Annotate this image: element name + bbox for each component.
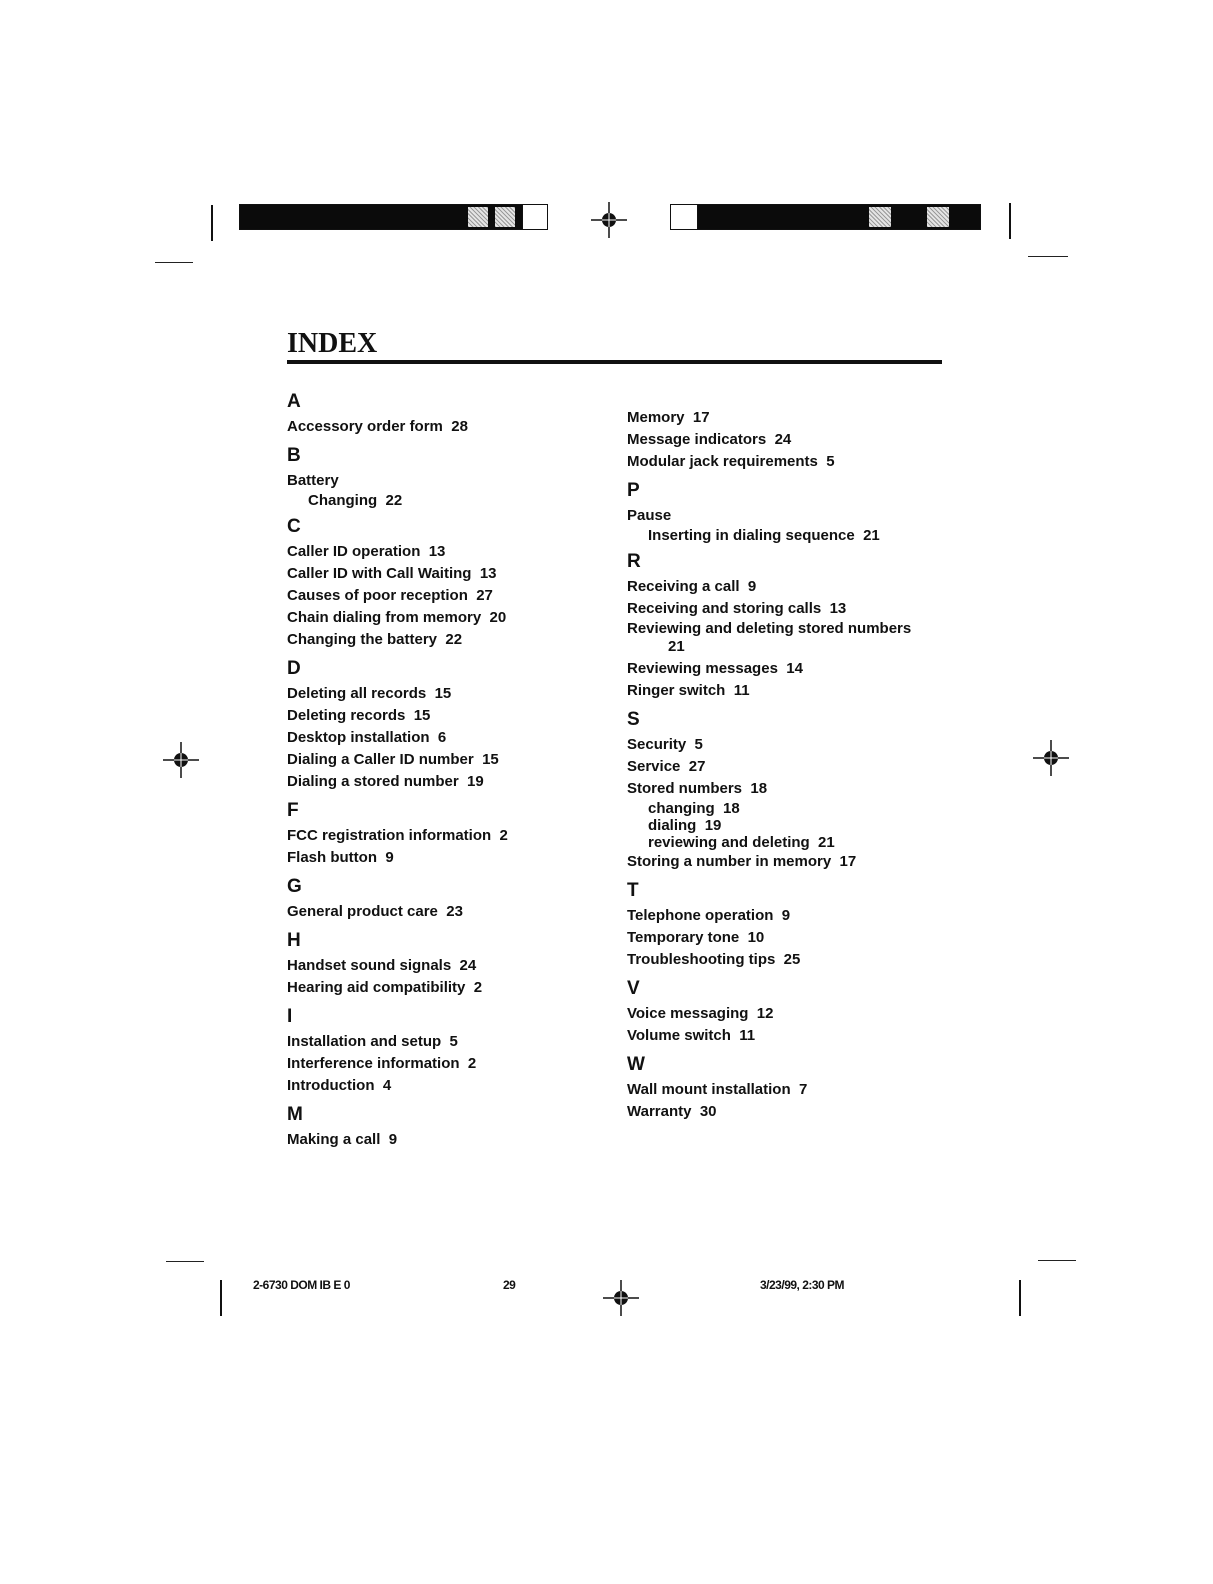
index-entry bbox=[627, 451, 947, 473]
index-subentry bbox=[627, 834, 947, 851]
index-entry-page: 13 bbox=[479, 565, 497, 582]
index-entry bbox=[287, 1031, 617, 1053]
index-entry-text: Troubleshooting tips bbox=[627, 951, 776, 968]
index-entry-text: Telephone operation bbox=[627, 907, 774, 924]
index-entry bbox=[287, 727, 617, 749]
index-entry bbox=[627, 680, 947, 702]
index-letter-heading: W bbox=[627, 1054, 645, 1075]
index-entry-text: Causes of poor reception bbox=[287, 587, 468, 604]
index-entry-page: 9 bbox=[388, 1131, 398, 1148]
index-subentry-page: 19 bbox=[704, 817, 722, 834]
index-entry bbox=[287, 629, 617, 651]
index-entry-page: 28 bbox=[451, 418, 468, 435]
index-entry-text: Deleting all records bbox=[287, 685, 427, 702]
index-entry-text: Voice messaging bbox=[627, 1005, 749, 1022]
index-entry-text: Ringer switch bbox=[627, 682, 726, 699]
index-letter-heading: G bbox=[287, 876, 302, 897]
index-entry-text: Caller ID with Call Waiting bbox=[287, 565, 472, 582]
index-subentry bbox=[287, 492, 617, 509]
index-letter-heading: I bbox=[287, 1006, 293, 1027]
registration-crosshair-icon bbox=[1031, 738, 1071, 778]
index-entry-page: 15 bbox=[482, 751, 499, 768]
index-entry-text: Accessory order form bbox=[287, 418, 443, 435]
index-entry-text: Flash button bbox=[287, 849, 377, 866]
index-entry-page: 10 bbox=[747, 929, 765, 946]
footer-timestamp: 3/23/99, 2:30 PM bbox=[760, 1278, 845, 1292]
index-entry-text: Temporary tone bbox=[627, 929, 740, 946]
index-entry bbox=[627, 778, 947, 800]
index-entry-page: 11 bbox=[733, 682, 750, 699]
color-bar-right bbox=[670, 204, 981, 230]
index-entry-text: Receiving and storing calls bbox=[627, 600, 822, 617]
index-entry bbox=[627, 598, 947, 620]
index-subentry-page: 18 bbox=[723, 800, 740, 817]
index-entry-text: FCC registration information bbox=[287, 827, 492, 844]
index-entry bbox=[627, 620, 947, 656]
index-entry-page: 4 bbox=[382, 1077, 392, 1094]
index-entry-page: 5 bbox=[826, 453, 835, 470]
index-entry-text: Hearing aid compatibility bbox=[287, 979, 466, 996]
index-entry bbox=[627, 576, 947, 598]
index-entry bbox=[627, 407, 947, 429]
index-entry-page: 6 bbox=[437, 729, 447, 746]
index-entry-text: Security bbox=[627, 736, 687, 753]
index-letter-heading: F bbox=[287, 800, 299, 821]
index-entry-page: 18 bbox=[750, 780, 768, 797]
index-entry bbox=[287, 541, 617, 563]
index-entry-page: 2 bbox=[473, 979, 483, 996]
index-entry-page: 17 bbox=[692, 409, 710, 426]
index-letter-heading: M bbox=[287, 1104, 303, 1125]
index-entry bbox=[627, 1101, 947, 1123]
index-entry-text: Reviewing messages bbox=[627, 660, 778, 677]
index-entry bbox=[287, 563, 617, 585]
index-entry bbox=[627, 949, 947, 971]
registration-crosshair-icon bbox=[601, 1278, 641, 1318]
index-entry-text: Service bbox=[627, 758, 681, 775]
index-entry-text: Message indicators bbox=[627, 431, 767, 448]
index-entry-page: 15 bbox=[434, 685, 452, 702]
index-entry-text: Deleting records bbox=[287, 707, 406, 724]
index-subentry bbox=[627, 800, 947, 817]
index-letter-heading: S bbox=[627, 709, 640, 730]
registration-crosshair-icon bbox=[589, 200, 629, 240]
index-letter-heading: D bbox=[287, 658, 301, 679]
page-title: INDEX bbox=[287, 328, 378, 359]
index-entry-text: Modular jack requirements bbox=[627, 453, 818, 470]
index-entry bbox=[627, 756, 947, 778]
index-entry bbox=[287, 901, 617, 923]
index-entry-text: Introduction bbox=[287, 1077, 375, 1094]
index-entry bbox=[627, 851, 947, 873]
index-entry-page: 13 bbox=[428, 543, 446, 560]
index-entry-text: Dialing a stored number bbox=[287, 773, 459, 790]
index-subentry-page: 21 bbox=[818, 834, 835, 851]
index-entry-page: 19 bbox=[467, 773, 484, 790]
registration-crosshair-icon bbox=[161, 740, 201, 780]
index-entry-page: 24 bbox=[774, 431, 792, 448]
index-entry-text: Receiving a call bbox=[627, 578, 740, 595]
index-subentry-text: Changing bbox=[308, 492, 378, 509]
index-subentry-text: dialing bbox=[648, 817, 697, 834]
index-entry-page: 11 bbox=[739, 1027, 756, 1044]
index-entry-text: Warranty bbox=[627, 1103, 692, 1120]
crop-mark-top-left bbox=[155, 262, 193, 263]
index-entry-page: 7 bbox=[798, 1081, 808, 1098]
index-entry-page: 9 bbox=[781, 907, 791, 924]
index-subentry bbox=[627, 527, 947, 544]
index-entry bbox=[627, 905, 947, 927]
index-entry-text: Caller ID operation bbox=[287, 543, 421, 560]
index-letter-heading: H bbox=[287, 930, 301, 951]
index-entry-text: Handset sound signals bbox=[287, 957, 452, 974]
index-entry bbox=[287, 1129, 617, 1151]
index-entry-text: Stored numbers bbox=[627, 780, 743, 797]
index-column-left bbox=[287, 384, 617, 1151]
index-entry-page: 25 bbox=[783, 951, 801, 968]
crop-mark-bottom-left bbox=[166, 1261, 204, 1262]
title-rule bbox=[287, 360, 942, 364]
index-entry bbox=[627, 734, 947, 756]
index-entry-text: Wall mount installation bbox=[627, 1081, 791, 1098]
index-subentry-text: reviewing and deleting bbox=[648, 834, 810, 851]
index-subentry-text: changing bbox=[648, 800, 715, 817]
color-bar-left bbox=[239, 204, 548, 230]
index-entry bbox=[287, 955, 617, 977]
index-entry-page: 9 bbox=[385, 849, 394, 866]
index-entry-text: Desktop installation bbox=[287, 729, 430, 746]
index-letter-heading: T bbox=[627, 880, 639, 901]
index-entry-page: 12 bbox=[756, 1005, 774, 1022]
registration-tick-bottom-right bbox=[1019, 1280, 1021, 1316]
index-entry-page: 9 bbox=[747, 578, 757, 595]
index-entry bbox=[287, 1053, 617, 1075]
index-entry-page: 27 bbox=[688, 758, 706, 775]
index-entry-text: Pause bbox=[627, 507, 672, 524]
index-entry-page: 14 bbox=[786, 660, 803, 677]
registration-tick-top-left bbox=[211, 205, 213, 241]
index-entry bbox=[287, 607, 617, 629]
index-entry-page: 30 bbox=[699, 1103, 717, 1120]
index-entry bbox=[627, 658, 947, 680]
index-entry-text: General product care bbox=[287, 903, 438, 920]
index-entry-page: 27 bbox=[476, 587, 493, 604]
index-subentry-text: Inserting in dialing sequence bbox=[648, 527, 855, 544]
index-entry-page: 5 bbox=[449, 1033, 458, 1050]
index-entry-page: 22 bbox=[445, 631, 463, 648]
index-entry-page: 21 bbox=[668, 638, 685, 655]
index-letter-heading: R bbox=[627, 551, 641, 572]
index-letter-heading: P bbox=[627, 480, 640, 501]
index-entry-text: Storing a number in memory bbox=[627, 853, 832, 870]
index-entry-page: 23 bbox=[446, 903, 463, 920]
index-entry-page: 15 bbox=[413, 707, 431, 724]
index-letter-heading: B bbox=[287, 445, 301, 466]
index-entry bbox=[287, 825, 617, 847]
index-entry-text: Installation and setup bbox=[287, 1033, 442, 1050]
index-entry bbox=[627, 1003, 947, 1025]
index-entry bbox=[287, 705, 617, 727]
index-entry bbox=[287, 749, 617, 771]
index-entry bbox=[287, 977, 617, 999]
registration-tick-top-right bbox=[1009, 203, 1011, 239]
index-entry-text: Chain dialing from memory bbox=[287, 609, 482, 626]
index-entry bbox=[287, 1075, 617, 1097]
index-entry bbox=[287, 470, 617, 492]
index-entry-text: Changing the battery bbox=[287, 631, 438, 648]
index-letter-heading: V bbox=[627, 978, 640, 999]
index-entry-page: 17 bbox=[839, 853, 857, 870]
index-entry bbox=[287, 771, 617, 793]
index-entry-page: 2 bbox=[467, 1055, 477, 1072]
footer-page-number: 29 bbox=[503, 1278, 516, 1292]
index-subentry bbox=[627, 817, 947, 834]
index-entry bbox=[627, 1079, 947, 1101]
index-letter-heading: C bbox=[287, 516, 301, 537]
index-entry bbox=[287, 683, 617, 705]
index-entry-page: 13 bbox=[829, 600, 847, 617]
index-subentry-page: 21 bbox=[863, 527, 880, 544]
index-entry-text: Interference information bbox=[287, 1055, 460, 1072]
index-entry-page: 2 bbox=[499, 827, 508, 844]
crop-mark-top-right bbox=[1028, 256, 1068, 257]
index-entry bbox=[627, 927, 947, 949]
index-entry-page: 5 bbox=[694, 736, 703, 753]
index-entry bbox=[287, 585, 617, 607]
index-entry-text: Dialing a Caller ID number bbox=[287, 751, 474, 768]
index-entry-text: Battery bbox=[287, 472, 339, 489]
index-entry-page: 24 bbox=[459, 957, 477, 974]
index-entry bbox=[287, 847, 617, 869]
index-entry-page: 20 bbox=[489, 609, 507, 626]
footer-doc-code: 2-6730 DOM IB E 0 bbox=[253, 1278, 350, 1292]
index-entry bbox=[627, 1025, 947, 1047]
index-entry bbox=[287, 416, 617, 438]
index-entry bbox=[627, 505, 947, 527]
index-entry-text: Making a call bbox=[287, 1131, 381, 1148]
index-entry-text: Memory bbox=[627, 409, 685, 426]
crop-mark-bottom-right bbox=[1038, 1260, 1076, 1261]
index-column-right bbox=[627, 407, 947, 1123]
index-subentry-page: 22 bbox=[385, 492, 403, 509]
registration-tick-bottom-left bbox=[220, 1280, 222, 1316]
index-letter-heading: A bbox=[287, 391, 301, 412]
index-entry-text: Reviewing and deleting stored numbers bbox=[627, 620, 912, 637]
index-entry bbox=[627, 429, 947, 451]
index-entry-text: Volume switch bbox=[627, 1027, 731, 1044]
